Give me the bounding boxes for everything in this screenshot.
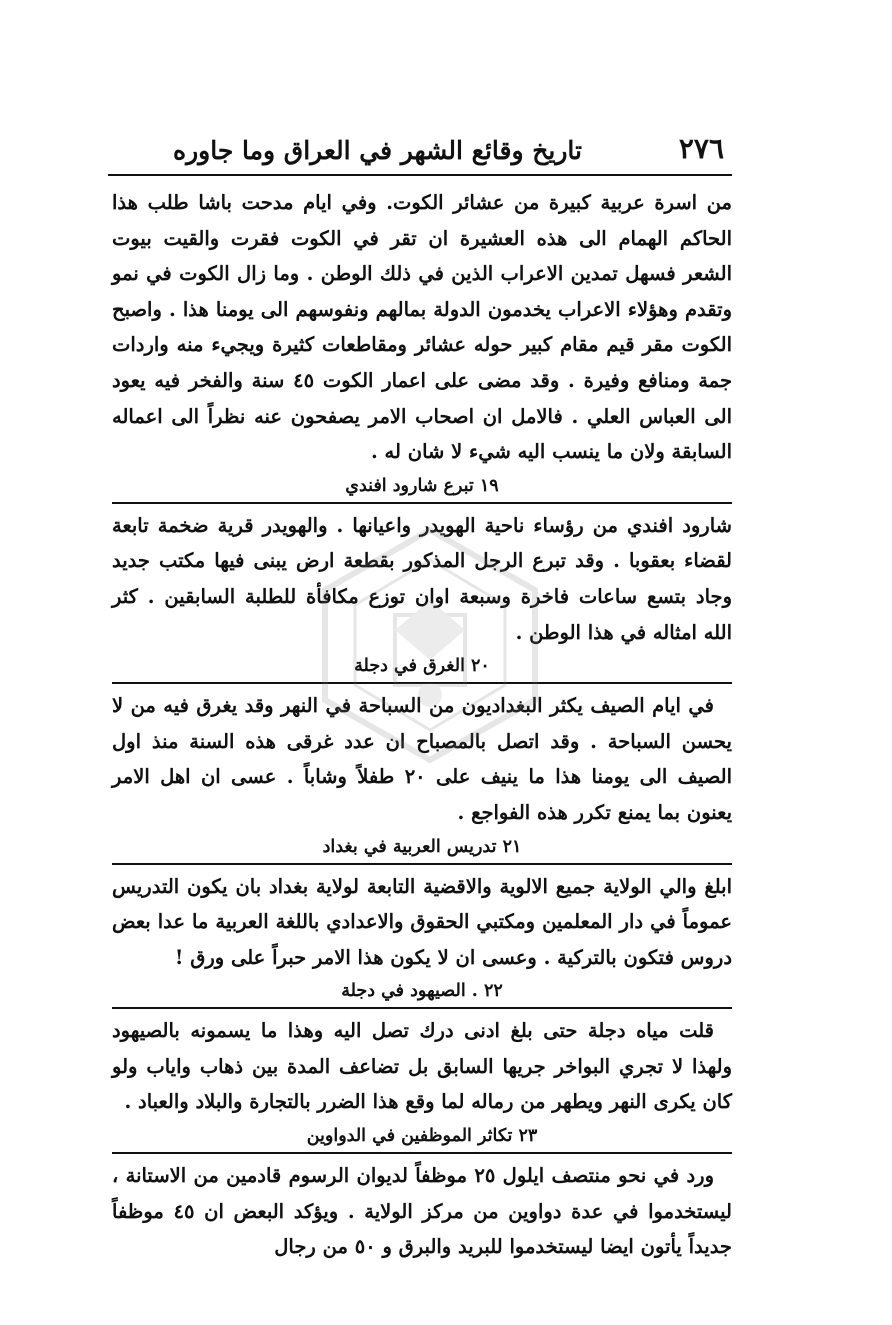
paragraph-sharud: شارود افندي من رؤساء ناحية الهويدر واعيانها . والهويدر قرية ضخمة تابعة لقضاء بعقوبا . وقد تبرع الرجل المذكور بقطعة ارض يبنى فيها مكتب جديد وجاد بتسع ساعات فاخرة وسبعة اوان توزع مكافأة للطلبة السابقين . كثر الله امثاله في هذا الوطن .	[112, 513, 732, 644]
section-heading-21: ٢١ تدريس العربية في بغداد	[112, 831, 732, 865]
page-number: ٢٧٦	[678, 132, 724, 165]
section-heading-22: ٢٢ . الصيهود في دجلة	[112, 975, 732, 1009]
section-heading-20: ٢٠ الغرق في دجلة	[112, 650, 732, 684]
paragraph-low-water: قلت مياه دجلة حتى بلغ ادنى درك تصل اليه وهذا ما يسمونه بالصيهود ولهذا لا تجري البواخر جريها السابق بل تضاعف المدة بين ذهاب واياب ولو كان يكرى النهر ويطهر من رماله لما وقع هذا الضرر بالتجارة والبلاد والعباد .	[112, 1019, 732, 1114]
page-header	[108, 128, 732, 176]
running-title: تاريخ وقائع الشهر في العراق وما جاوره	[173, 136, 582, 165]
paragraph-kut: من اسرة عربية كبيرة من عشائر الكوت. وفي ايام مدحت باشا طلب هذا الحاكم الهمام الى هذه العشيرة ان تقر في الكوت فقرت والقيت بيوت الشعر فسهل تمدين الاعراب الذين في ذلك الوطن . وما زال الكوت في نمو وتقدم وهؤلاء الاعراب يخدمون الدولة بمالهم ونفوسهم الى يومنا هذا . واصبح الكوت مقر قيم مقام كبير حوله عشائر ومقاطعات كثيرة ويجيء منه واردات جمة ومنافع وفيرة . وقد مضى على اعمار الكوت ٤٥ سنة والفخر فيه يعود الى العباس العلي . فالامل ان اصحاب الامر يصفحون عنه نظراً الى اعماله السابقة ولان ما ينسب اليه شيء لا شان له .	[112, 191, 733, 464]
section-heading-19: ١٩ تبرع شارود افندي	[112, 470, 732, 504]
paragraph-drowning: في ايام الصيف يكثر البغداديون من السباحة في النهر وقد يغرق فيه من لا يحسن السباحة . وقد اتصل بالمصباح ان عدد غرقى هذه السنة منذ اول الصيف الى يومنا هذا ما ينيف على ٢٠ طفلاً وشاباً . عسى ان اهل الامر يعنون بما يمنع تكرر هذه الفواجع .	[112, 694, 732, 824]
page-body	[112, 185, 732, 1265]
section-heading-23: ٢٣ تكاثر الموظفين في الدواوين	[112, 1120, 732, 1154]
paragraph-officials: ورد في نحو منتصف ايلول ٢٥ موظفاً لديوان الرسوم قادمين من الاستانة ، ليستخدموا في عدة دواوين من مركز الولاية . ويؤكد البعض ان ٤٥ موظفاً جديداً يأتون ايضا ليستخدموا للبريد والبرق و ٥٠ من رجال	[112, 1164, 732, 1259]
paragraph-arabic-teaching: ابلغ والي الولاية جميع الالوية والاقضية التابعة لولاية بغداد بان يكون التدريس عموماً في دار المعلمين ومكتبي الحقوق والاعدادي باللغة العربية ما عدا بعض دروس فتكون بالتركية . وعسى ان لا يكون هذا الامر حبراً على ورق !	[112, 874, 732, 969]
